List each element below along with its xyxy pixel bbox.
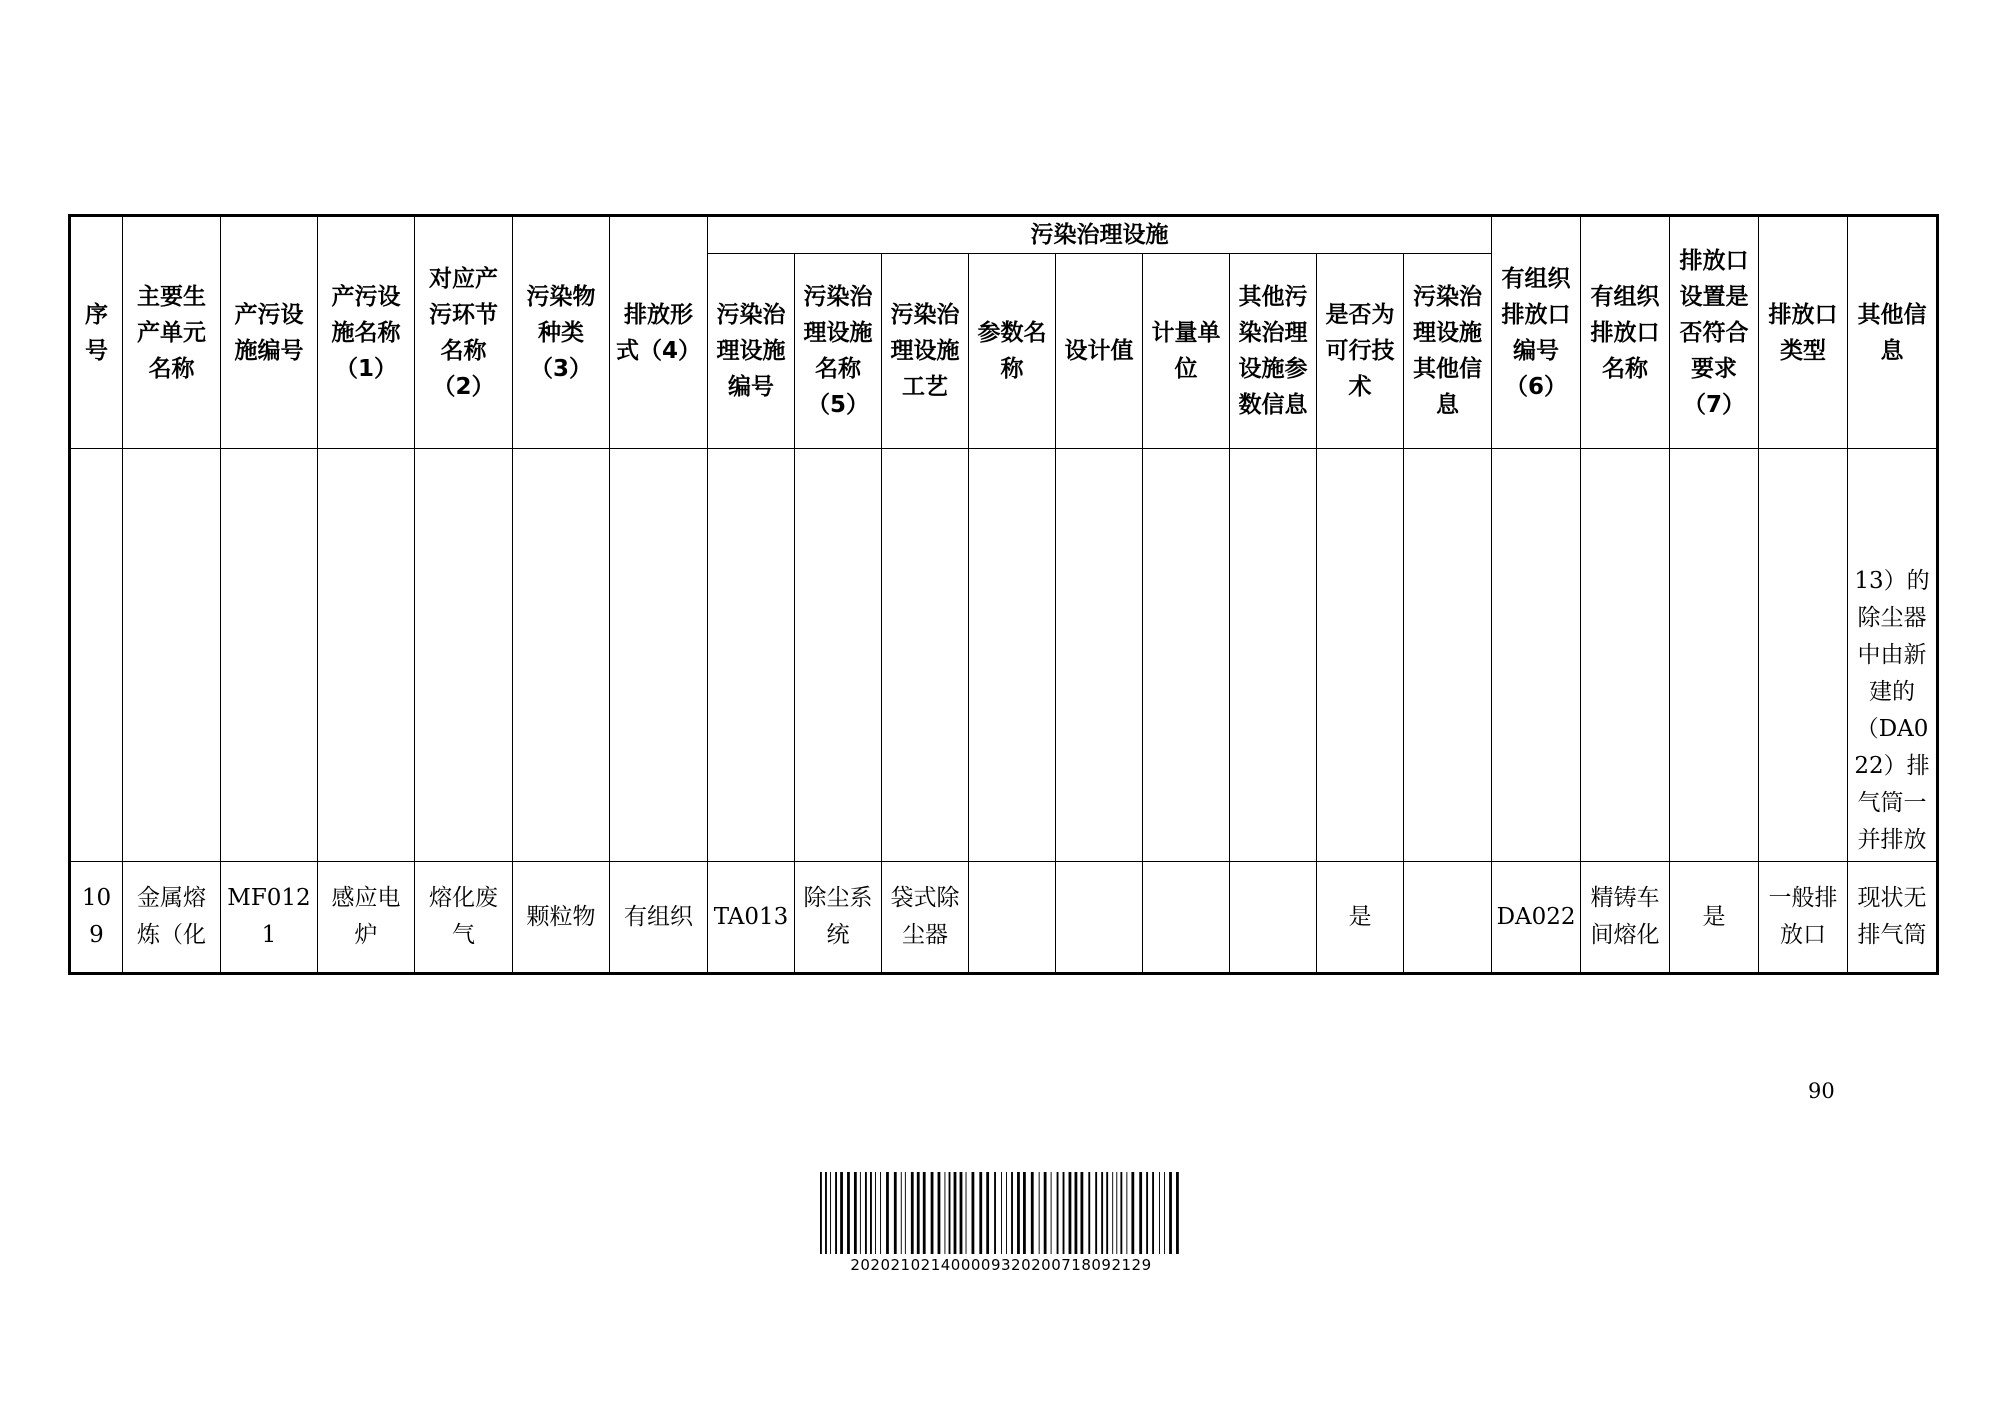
barcode-bar: [835, 1172, 837, 1254]
barcode-bar: [865, 1172, 867, 1254]
barcode-bar: [1001, 1172, 1002, 1254]
barcode-bar: [1101, 1172, 1103, 1254]
header-unit-name: 主要生产单元名称: [123, 216, 221, 449]
barcode-bar: [1131, 1172, 1134, 1254]
cell-treat-id: TA013: [708, 862, 795, 974]
cell-outlet-name: 精铸车间熔化: [1581, 862, 1670, 974]
barcode-bar: [875, 1172, 876, 1254]
header-param-name: 参数名称: [969, 254, 1056, 449]
cell-seq: 109: [70, 862, 123, 974]
cell-outlet-id: DA022: [1492, 862, 1581, 974]
barcode-graphic: [820, 1172, 1182, 1254]
cell-treat-process: 袋式除尘器: [882, 862, 969, 974]
barcode-bar: [1057, 1172, 1059, 1254]
barcode-bar: [1063, 1172, 1065, 1254]
header-pollutant: 污染物种类（3）: [513, 216, 610, 449]
barcode-bar: [1051, 1172, 1052, 1254]
barcode-bar: [1011, 1172, 1013, 1254]
header-facility-id: 产污设施编号: [221, 216, 318, 449]
header-treat-id: 污染治理设施编号: [708, 254, 795, 449]
barcode-bar: [860, 1172, 861, 1254]
barcode-bar: [1164, 1172, 1165, 1254]
header-feasible: 是否为可行技术: [1317, 254, 1404, 449]
barcode-bar: [972, 1172, 975, 1254]
header-measure-unit: 计量单位: [1143, 254, 1230, 449]
header-design-value: 设计值: [1056, 254, 1143, 449]
barcode-bar: [905, 1172, 906, 1254]
cell-measure-unit: [1143, 862, 1230, 974]
barcode-bar: [986, 1172, 989, 1254]
barcode-bar: [1088, 1172, 1090, 1254]
cell-other-param: [1230, 862, 1317, 974]
barcode-bar: [1159, 1172, 1160, 1254]
cell-feasible: 是: [1317, 862, 1404, 974]
barcode-bar: [1069, 1172, 1072, 1254]
barcode-bar: [820, 1172, 822, 1254]
barcode-bar: [840, 1172, 843, 1254]
header-treatment-group: 污染治理设施: [708, 216, 1492, 254]
continuation-note: 13）的除尘器中由新建的（DA022）排气筒一并排放: [1848, 449, 1938, 862]
barcode-bar: [994, 1172, 996, 1254]
header-outlet-type: 排放口类型: [1759, 216, 1848, 449]
continuation-row: [70, 449, 1938, 862]
header-outlet-name: 有组织排放口名称: [1581, 216, 1670, 449]
barcode-number: 20202102140000932020071809212​9: [850, 1256, 1152, 1274]
page-number: 90: [1808, 1079, 1835, 1103]
cell-facility-id: MF0121: [221, 862, 318, 974]
barcode-bar: [1031, 1172, 1034, 1254]
header-seq: 序号: [70, 216, 123, 449]
cell-facility-name: 感应电炉: [318, 862, 415, 974]
header-treat-name: 污染治理设施名称（5）: [795, 254, 882, 449]
barcode-bar: [1176, 1172, 1179, 1254]
barcode-bar: [1044, 1172, 1047, 1254]
barcode-bar: [1139, 1172, 1142, 1254]
barcode-bar: [1080, 1172, 1083, 1254]
barcode-bar: [917, 1172, 920, 1254]
barcode-bar: [931, 1172, 934, 1254]
cell-other-info: 现状无排气筒: [1848, 862, 1938, 974]
barcode-bar: [1146, 1172, 1148, 1254]
barcode-bar: [847, 1172, 850, 1254]
barcode-bar: [1120, 1172, 1122, 1254]
cell-process-name: 熔化废气: [415, 862, 513, 974]
cell-treat-name: 除尘系统: [795, 862, 882, 974]
header-outlet-id: 有组织排放口编号（6）: [1492, 216, 1581, 449]
table-row: [70, 862, 1938, 974]
barcode-bar: [1039, 1172, 1040, 1254]
barcode-bar: [830, 1172, 831, 1254]
cell-param-name: [969, 862, 1056, 974]
barcode-bar: [1112, 1172, 1113, 1254]
header-treat-other: 污染治理设施其他信息: [1404, 254, 1492, 449]
barcode-bar: [854, 1172, 857, 1254]
barcode-bar: [894, 1172, 897, 1254]
barcode-bar: [1095, 1172, 1097, 1254]
cell-design-value: [1056, 862, 1143, 974]
cell-pollutant: 颗粒物: [513, 862, 610, 974]
barcode-bar: [1075, 1172, 1078, 1254]
cell-outlet-ok: 是: [1670, 862, 1759, 974]
barcode-bar: [960, 1172, 963, 1254]
barcode-bar: [1116, 1172, 1117, 1254]
header-process-name: 对应产污环节名称（2）: [415, 216, 513, 449]
barcode-bar: [979, 1172, 982, 1254]
barcode-bar: [1023, 1172, 1026, 1254]
barcode-bar: [1106, 1172, 1108, 1254]
header-other-param: 其他污染治理设施参数信息: [1230, 254, 1317, 449]
barcode-bar: [886, 1172, 889, 1254]
barcode-bar: [944, 1172, 945, 1254]
barcode-bar: [966, 1172, 967, 1254]
barcode-bar: [949, 1172, 951, 1254]
emission-table: [68, 214, 1939, 975]
barcode-bar: [901, 1172, 902, 1254]
cell-unit-name: 金属熔炼（化: [123, 862, 221, 974]
barcode-bar: [880, 1172, 881, 1254]
barcode-bar: [1006, 1172, 1007, 1254]
header-outlet-ok: 排放口设置是否符合要求（7）: [1670, 216, 1759, 449]
barcode: [820, 1172, 1182, 1274]
cell-discharge-form: 有组织: [610, 862, 708, 974]
barcode-bar: [825, 1172, 827, 1254]
barcode-bar: [954, 1172, 957, 1254]
header-discharge-form: 排放形式（4）: [610, 216, 708, 449]
barcode-bar: [1169, 1172, 1172, 1254]
barcode-bar: [870, 1172, 872, 1254]
cell-treat-other: [1404, 862, 1492, 974]
barcode-bar: [911, 1172, 914, 1254]
barcode-bar: [1126, 1172, 1127, 1254]
barcode-bar: [1017, 1172, 1020, 1254]
header-facility-name: 产污设施名称（1）: [318, 216, 415, 449]
cell-outlet-type: 一般排放口: [1759, 862, 1848, 974]
barcode-bar: [938, 1172, 941, 1254]
barcode-bar: [1152, 1172, 1154, 1254]
header-other-info: 其他信息: [1848, 216, 1938, 449]
header-treat-process: 污染治理设施工艺: [882, 254, 969, 449]
barcode-bar: [923, 1172, 926, 1254]
